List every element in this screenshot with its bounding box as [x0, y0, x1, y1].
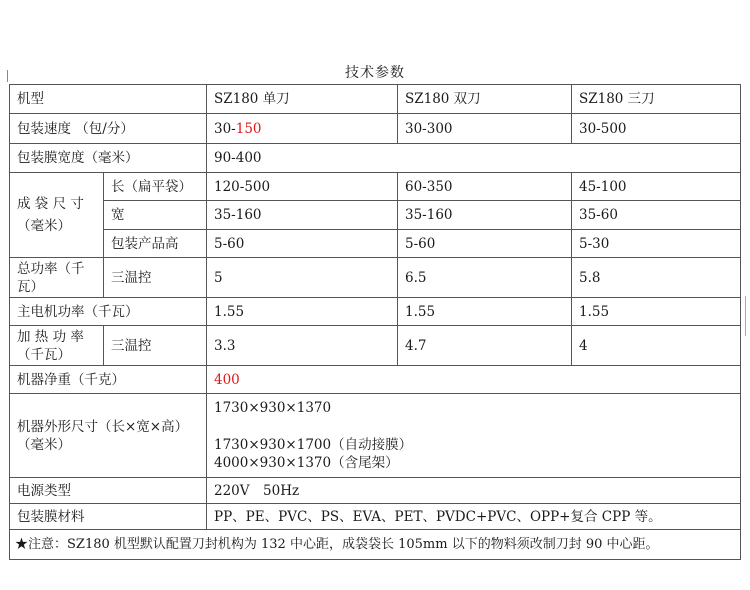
- note-text: ★注意：SZ180 机型默认配置刀封机构为 132 中心距，成袋袋长 105mm 以下的物料须改制刀封 90 中心距。: [10, 530, 741, 560]
- row-label: 电源类型: [10, 478, 207, 504]
- cell-value: 120-500: [207, 173, 398, 201]
- table-row: [10, 173, 741, 201]
- speed-prefix: 30-: [214, 120, 236, 137]
- cell-value: 1.55: [398, 298, 572, 326]
- cell-value: [207, 114, 398, 144]
- group-label: 成 袋 尺 寸（毫米）: [10, 173, 104, 258]
- row-label: 包装速度 （包/分）: [10, 114, 207, 144]
- cell-value: 60-350: [398, 173, 572, 201]
- table-row: [10, 85, 741, 114]
- cell-value: 4: [572, 326, 741, 366]
- cell-value: 35-160: [207, 201, 398, 230]
- cell-value: 6.5: [398, 258, 572, 298]
- sub-label: 三温控: [104, 326, 207, 366]
- cell-value: 5-60: [207, 230, 398, 258]
- table-row: [10, 230, 741, 258]
- table-row: [10, 201, 741, 230]
- cell-value: 4.7: [398, 326, 572, 366]
- row-label: 包装膜材料: [10, 504, 207, 530]
- table-title: 技术参数: [345, 65, 405, 81]
- row-label: 机型: [10, 85, 207, 114]
- dimension-line: 1730×930×1700（自动接膜）: [214, 437, 413, 453]
- table-row: [10, 394, 741, 478]
- table-row: [10, 530, 741, 560]
- line-gap: [214, 417, 740, 436]
- cell-value: 35-60: [572, 201, 741, 230]
- cell-value: 3.3: [207, 326, 398, 366]
- sub-label: 宽: [104, 201, 207, 230]
- cell-value: 30-500: [572, 114, 741, 144]
- model-header: SZ180 双刀: [398, 85, 572, 114]
- cell-value: 35-160: [398, 201, 572, 230]
- cell-value: 400: [207, 366, 741, 394]
- spec-table: [9, 84, 741, 560]
- group-label: 加 热 功 率（千瓦）: [10, 326, 104, 366]
- row-label: 主电机功率（千瓦）: [10, 298, 207, 326]
- sub-label: 三温控: [104, 258, 207, 298]
- table-row: [10, 326, 741, 366]
- model-header: SZ180 单刀: [207, 85, 398, 114]
- cell-value: 220V 50Hz: [207, 478, 741, 504]
- cell-value: 5: [207, 258, 398, 298]
- cell-value: 1.55: [572, 298, 741, 326]
- dimension-line: 4000×930×1370（含尾架）: [214, 455, 399, 471]
- sub-label: 包装产品高: [104, 230, 207, 258]
- table-row: [10, 114, 741, 144]
- table-row: [10, 258, 741, 298]
- table-row: [10, 366, 741, 394]
- cell-value: 5.8: [572, 258, 741, 298]
- cell-value: 45-100: [572, 173, 741, 201]
- table-row: [10, 504, 741, 530]
- row-label: 机器外形尺寸（长×宽×高）（毫米）: [10, 394, 207, 478]
- cell-value: 30-300: [398, 114, 572, 144]
- dimension-line: 1730×930×1370: [214, 400, 332, 416]
- table-row: [10, 144, 741, 173]
- cell-value: 5-60: [398, 230, 572, 258]
- row-label: 包装膜宽度（毫米）: [10, 144, 207, 173]
- table-row: [10, 298, 741, 326]
- model-header: SZ180 三刀: [572, 85, 741, 114]
- cell-value: PP、PE、PVC、PS、EVA、PET、PVDC+PVC、OPP+复合 CPP 等。: [207, 504, 741, 530]
- cell-value: 5-30: [572, 230, 741, 258]
- page-edge-mark: [745, 296, 746, 336]
- row-label: 机器净重（千克）: [10, 366, 207, 394]
- speed-highlight: 150: [235, 120, 262, 137]
- table-row: [10, 478, 741, 504]
- cell-value: 1.55: [207, 298, 398, 326]
- sub-label: 长（扁平袋）: [104, 173, 207, 201]
- cell-value: [207, 394, 741, 478]
- group-label: 总功率（千瓦）: [10, 258, 104, 298]
- cell-value: 90-400: [207, 144, 741, 173]
